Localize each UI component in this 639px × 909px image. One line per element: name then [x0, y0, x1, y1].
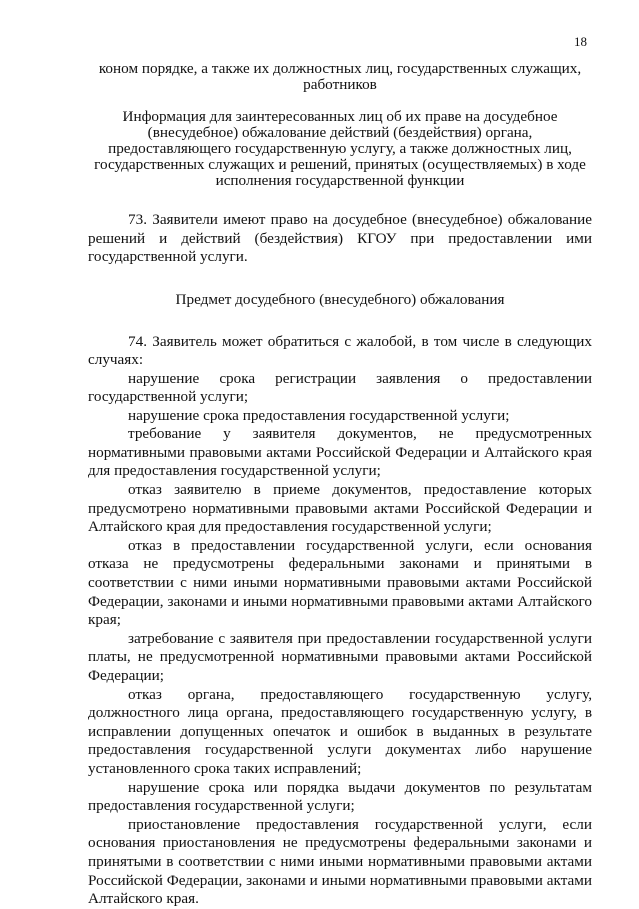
- paragraph-73: 73. Заявители имеют право на досудебное (внесудебное) обжалование решений и действий (бездействия) КГОУ при предоставлении ими государственной услуги.: [88, 211, 592, 265]
- page-number: 18: [574, 34, 587, 49]
- list-item: нарушение срока предоставления государственной услуги;: [128, 406, 510, 424]
- list-item: затребование с заявителя при предоставлении государственной услуги платы, не предусмотренной нормативными правовыми актами Российской Федерации;: [88, 629, 592, 684]
- subheading-appeal-subject: Предмет досудебного (внесудебного) обжалования: [175, 290, 505, 308]
- appeal-cases-list: [88, 370, 592, 909]
- list-item: отказ заявителю в приеме документов, предоставление которых предусмотрено нормативными правовыми актами Российской Федерации и Алтайского края для предоставления государственной услуги;: [88, 481, 592, 536]
- section-heading-info: Информация для заинтересованных лиц об их праве на досудебное (внесудебное) обжалование действий (бездействия) органа, предоставляющего государственную услугу, а также должностных лиц, государственных служащих и решений, принятых (осуществляемых) в ходе исполнения государственной функции: [94, 108, 586, 189]
- paragraph-74-intro: 74. Заявитель может обратиться с жалобой, в том числе в следующих случаях:: [88, 332, 592, 368]
- document-body: [88, 61, 592, 909]
- section-heading-continuation: коном порядке, а также их должностных лиц, государственных служащих, работников: [98, 60, 582, 93]
- list-item: отказ органа, предоставляющего государственную услугу, должностного лица органа, предоставляющего государственную услугу, в исправлении допущенных опечаток и ошибок в выданных в результате предоставления государственной услуги документах либо нарушение установленного срока таких исправлений;: [88, 685, 592, 777]
- list-item: нарушение срока регистрации заявления о предоставлении государственной услуги;: [88, 369, 592, 406]
- list-item: приостановление предоставления государственной услуги, если основания приостановления не предусмотрены федеральными законами и принятыми в соответствии с ними иными нормативными правовыми актами Российской Федерации, законами и иными нормативными правовыми актами Алтайского края.: [88, 815, 592, 908]
- spacer: [88, 189, 592, 211]
- spacer: [88, 267, 592, 291]
- list-item: отказ в предоставлении государственной услуги, если основания отказа не предусмотрены федеральными законами и принятыми в соответствии с ними иными нормативными правовыми актами Российской Федерации, законами и иными нормативными правовыми актами Алтайского края;: [88, 536, 592, 629]
- spacer: [88, 309, 592, 333]
- list-item: требование у заявителя документов, не предусмотренных нормативными правовыми актами Российской Федерации и Алтайского края для предоставления государственной услуги;: [88, 425, 592, 480]
- list-item: нарушение срока или порядка выдачи документов по результатам предоставления государственной услуги;: [88, 778, 592, 815]
